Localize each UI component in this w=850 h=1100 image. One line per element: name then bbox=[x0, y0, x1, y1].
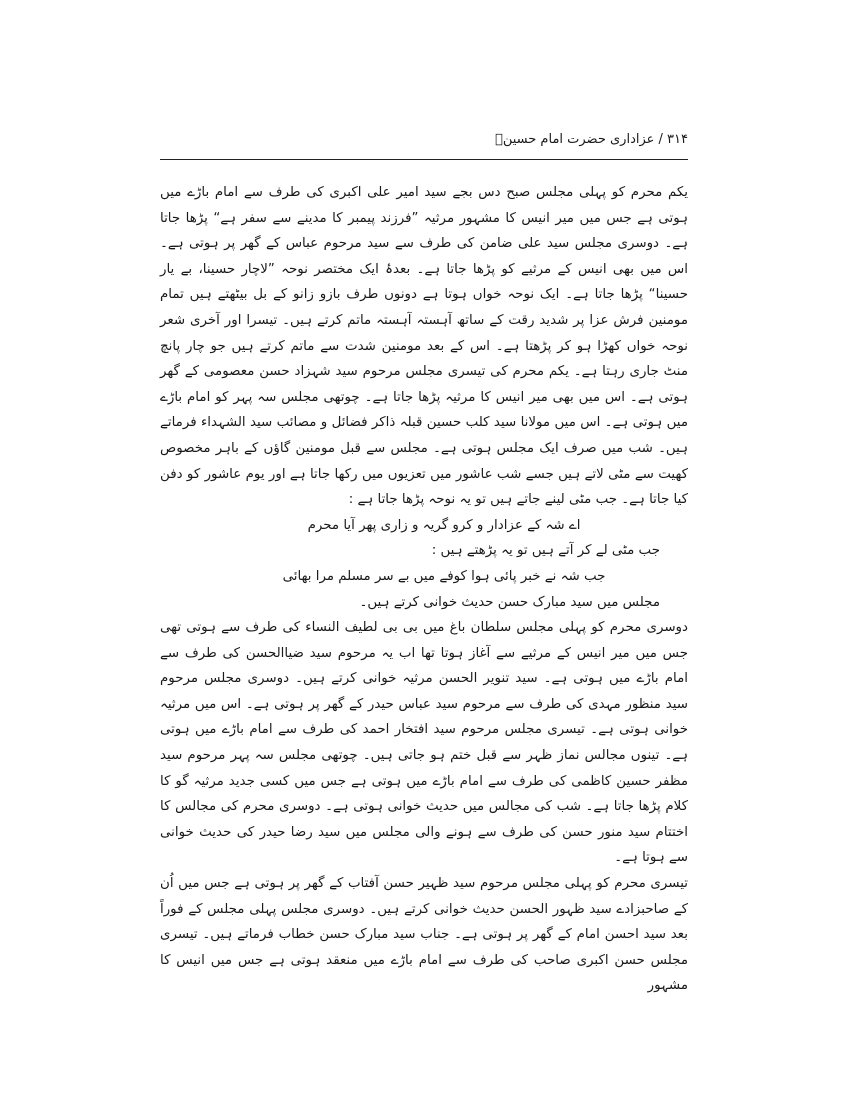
paragraph-muharram-2: دوسری محرم کو پہلی مجلس سلطان باغ میں بی بی لطیف النساء کی طرف سے ہوتی تھی جس میں میر انیس کے مرثیے سے آغاز ہوتا تھا اب یہ مرحوم سید ضیاالحسن کی طرف سے امام باڑے میں ہوتی ہے۔ سید تنویر الحسن مرثیہ خوانی کرتے ہیں۔ دوسری مجلس مرحوم سید منظور مہدی کی طرف سے مرحوم سید عباس حیدر کے گھر پر ہوتی ہے۔ اس میں مرثیہ خوانی ہوتی ہے۔ تیسری مجلس مرحوم سید افتخار احمد کی طرف سے امام باڑے میں ہوتی ہے۔ تینوں مجالس نماز ظہر سے قبل ختم ہو جاتی ہیں۔ چوتھی مجلس سہ پہر مرحوم سید مظفر حسین کاظمی کی طرف سے امام باڑے میں ہوتی ہے جس میں کسی جدید مرثیہ گو کا کلام پڑھا جاتا ہے۔ شب کی مجالس میں حدیث خوانی ہوتی ہے۔ دوسری محرم کی مجالس کا اختتام سید منور حسن کی طرف سے ہونے والی مجلس میں سید رضا حیدر کی حدیث خوانی سے ہوتا ہے۔ bbox=[160, 620, 688, 866]
running-header: ۳۱۴ / عزاداری حضرت امام حسینؑ bbox=[495, 132, 688, 147]
noha-verse-1: اے شہ کے عزادار و کرو گریہ و زاری پھر آیا محرم bbox=[307, 517, 581, 533]
paragraph-note-1: جب مٹی لے کر آتے ہیں تو یہ پڑھتے ہیں : bbox=[431, 543, 660, 559]
header-rule bbox=[160, 159, 688, 160]
paragraph-muharram-3: تیسری محرم کو پہلی مجلس مرحوم سید ظہیر حسن آفتاب کے گھر پر ہوتی ہے جس میں اُن کے صاحبزادے سید ظہور الحسن حدیث خوانی کرتے ہیں۔ دوسری مجلس پہلی مجلس کے فوراً بعد سید احسن امام کے گھر پر ہوتی ہے۔ جناب سید مبارک حسن خطاب فرماتے ہیں۔ تیسری مجلس حسن اکبری صاحب کی طرف سے امام باڑے میں منعقد ہوتی ہے جس میں انیس کا مشہور bbox=[160, 876, 688, 994]
paragraph-muharram-1: یکم محرم کو پہلی مجلس صبح دس بجے سید امیر علی اکبری کی طرف سے امام باڑے میں ہوتی ہے جس میں میر انیس کا مشہور مرثیہ ”فرزند پیمبر کا مدینے سے سفر ہے“ پڑھا جاتا ہے۔ دوسری مجلس سید علی ضامن کی طرف سے سید مرحوم عباس کے گھر پر ہوتی ہے۔ اس میں بھی انیس کے مرثیے کو پڑھا جاتا ہے۔ بعدۂ ایک مختصر نوحہ ”لاچار حسینا، بے یار حسینا“ پڑھا جاتا ہے۔ ایک نوحہ خواں ہوتا ہے دونوں طرف بازو زانو کے بل بیٹھتے ہیں تمام مومنین فرش عزا پر شدید رقت کے ساتھ آہستہ آہستہ ماتم کرتے ہیں۔ تیسرا اور آخری شعر نوحہ خواں کھڑا ہو کر پڑھتا ہے۔ اس کے بعد مومنین شدت سے ماتم کرتے ہیں جو چار پانچ منٹ جاری رہتا ہے۔ یکم محرم کی تیسری مجلس مرحوم سید شہزاد حسن معصومی کے گھر ہوتی ہے۔ اس میں بھی میر انیس کا مرثیہ پڑھا جاتا ہے۔ چوتھی مجلس سہ پہر کو امام باڑے میں ہوتی ہے۔ اس میں مولانا سید کلب حسین قبلہ ذاکر فضائل و مصائب سید الشہداء فرماتے ہیں۔ شب میں صرف ایک مجلس ہوتی ہے۔ مجلس سے قبل مومنین گاؤں کے باہر مخصوص کھیت سے مٹی لاتے ہیں جسے شب عاشور میں تعزیوں میں رکھا جاتا ہے اور یوم عاشور کو دفن کیا جاتا ہے۔ جب مٹی لینے جاتے ہیں تو یہ نوحہ پڑھا جاتا ہے : bbox=[160, 185, 688, 508]
noha-verse-2: جب شہ نے خبر پائی ہوا کوفے میں بے سر مسلم مرا بھائی bbox=[282, 568, 606, 584]
page-body bbox=[160, 180, 688, 999]
paragraph-note-2: مجلس میں سید مبارک حسن حدیث خوانی کرتے ہیں۔ bbox=[359, 594, 660, 610]
